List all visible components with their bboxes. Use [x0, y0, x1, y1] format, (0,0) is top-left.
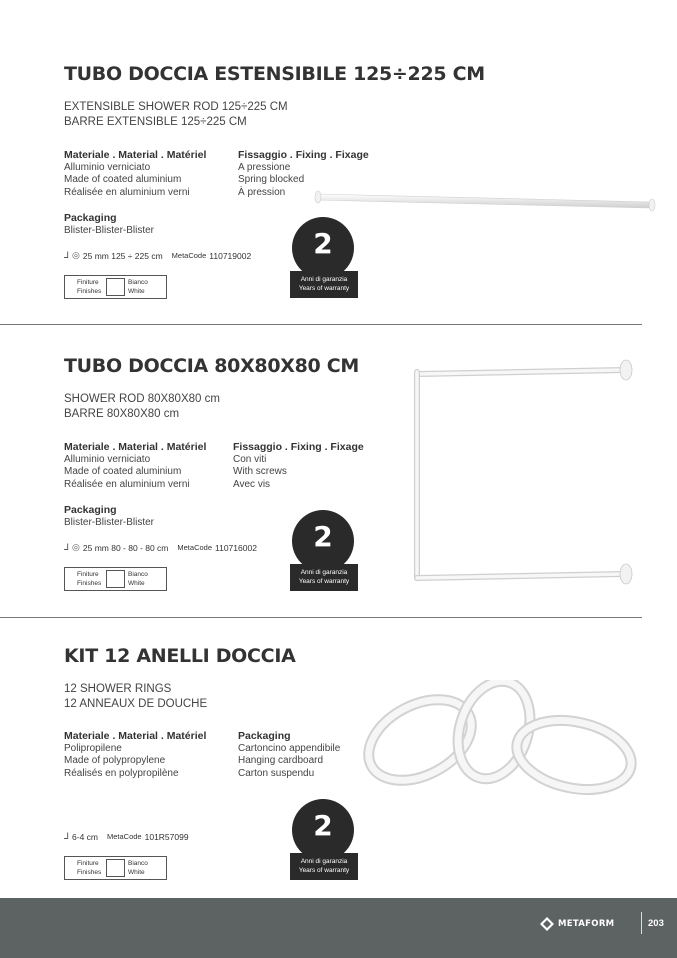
material-block — [64, 149, 206, 199]
metacode-value: 101R57099 — [144, 831, 189, 842]
warranty-badge — [290, 510, 358, 590]
warranty-line-en: Years of warranty — [298, 285, 350, 292]
subtitle-fr: BARRE EXTENSIBLE 125÷225 CM — [64, 116, 247, 128]
finish-label-en: Finishes — [77, 869, 102, 876]
packaging-value: Blister-Blister-Blister — [64, 516, 155, 528]
packaging-heading: Packaging — [64, 212, 117, 224]
finish-label-it: Finiture — [77, 860, 99, 867]
product-title: KIT 12 ANELLI DOCCIA — [64, 645, 296, 667]
finish-value — [128, 278, 148, 296]
product-subtitle — [64, 392, 220, 422]
subtitle-fr: BARRE 80X80X80 cm — [64, 408, 180, 420]
brand-diamond-icon — [540, 917, 554, 931]
warranty-line-en: Years of warranty — [298, 867, 350, 874]
finish-box — [64, 567, 167, 591]
finish-value — [128, 570, 148, 588]
packaging-value: Blister-Blister-Blister — [64, 224, 155, 236]
product-subtitle — [64, 682, 207, 712]
spec-line — [64, 831, 189, 842]
material-heading: Materiale . Material . Matériel — [64, 730, 207, 742]
fixing-line: Avec vis — [233, 478, 271, 490]
packaging-block — [64, 504, 154, 529]
finish-value-en: White — [128, 580, 145, 587]
fixing-line: Spring blocked — [238, 174, 305, 185]
warranty-label — [290, 853, 358, 880]
finish-value — [128, 859, 148, 877]
page-number: 203 — [648, 918, 664, 929]
finish-swatch — [106, 570, 125, 588]
material-block — [64, 441, 206, 491]
warranty-years: 2 — [313, 520, 333, 553]
finish-value-en: White — [128, 288, 145, 295]
warranty-years: 2 — [313, 809, 333, 842]
spec-line — [64, 542, 257, 553]
brand-name: METAFORM — [558, 919, 615, 929]
shower-rings-image — [362, 680, 642, 800]
material-heading: Materiale . Material . Matériel — [64, 149, 207, 161]
finish-label — [77, 570, 101, 588]
finish-label-en: Finishes — [77, 580, 102, 587]
dimension-icon: ⅃ — [64, 542, 70, 552]
warranty-years: 2 — [313, 227, 333, 260]
finish-box — [64, 275, 167, 299]
finish-value-it: Bianco — [128, 279, 148, 286]
fixing-line: Con viti — [233, 453, 267, 465]
spec-line — [64, 250, 251, 261]
diameter-icon: ◎ — [72, 542, 80, 552]
finish-value-it: Bianco — [128, 860, 148, 867]
dimension-icon: ⅃ — [64, 250, 70, 260]
metacode-label: MetaCode — [177, 543, 212, 552]
warranty-label — [290, 564, 358, 591]
brand-logo — [540, 917, 614, 931]
finish-label-en: Finishes — [77, 288, 102, 295]
warranty-line-it: Anni di garanzia — [300, 276, 348, 283]
fixing-block — [233, 441, 364, 491]
material-line: Réalisée en aluminium verni — [64, 478, 190, 490]
subtitle-en: SHOWER ROD 80X80X80 cm — [64, 393, 220, 405]
dimension-icon: ⅃ — [64, 831, 70, 841]
material-line: Made of coated aluminium — [64, 174, 182, 185]
warranty-line-en: Years of warranty — [298, 578, 350, 585]
warranty-badge — [290, 217, 358, 297]
spec-value: 25 mm 80 - 80 - 80 cm — [82, 542, 169, 553]
finish-label — [77, 278, 101, 296]
material-line: Made of polypropylene — [64, 755, 166, 766]
material-line: Polipropilene — [64, 742, 122, 754]
product-subtitle — [64, 100, 288, 130]
product-title: TUBO DOCCIA 80X80X80 CM — [64, 355, 360, 377]
warranty-line-it: Anni di garanzia — [300, 858, 348, 865]
metacode-value: 110719002 — [209, 250, 252, 261]
finish-label-it: Finiture — [77, 571, 99, 578]
packaging-heading: Packaging — [64, 504, 117, 516]
diameter-icon: ◎ — [72, 250, 80, 260]
finish-value-it: Bianco — [128, 571, 148, 578]
finish-value-en: White — [128, 869, 145, 876]
fixing-heading: Fissaggio . Fixing . Fixage — [233, 441, 364, 453]
material-line: Réalisée en aluminium verni — [64, 186, 190, 198]
warranty-line-it: Anni di garanzia — [300, 569, 348, 576]
warranty-label — [290, 271, 358, 298]
material-line: Réalisés en polypropilène — [64, 767, 179, 779]
finish-label — [77, 859, 101, 877]
subtitle-fr: 12 ANNEAUX DE DOUCHE — [64, 698, 208, 710]
metacode-value: 110716002 — [215, 542, 257, 553]
packaging-line: Cartoncino appendibile — [238, 742, 341, 754]
fixing-line: With screws — [233, 466, 287, 477]
warranty-badge — [290, 799, 358, 879]
page-footer — [0, 898, 677, 958]
spec-value: 6-4 cm — [72, 831, 98, 842]
fixing-line: À pression — [238, 186, 286, 198]
corner-rod-image — [405, 358, 645, 586]
section-divider — [0, 324, 642, 325]
material-heading: Materiale . Material . Matériel — [64, 441, 207, 453]
packaging-heading: Packaging — [238, 730, 291, 742]
packaging-block — [64, 212, 154, 237]
finish-swatch — [106, 278, 125, 296]
fixing-line: A pressione — [238, 161, 291, 173]
subtitle-en: 12 SHOWER RINGS — [64, 683, 172, 695]
material-block — [64, 730, 206, 780]
finish-box — [64, 856, 167, 880]
material-line: Made of coated aluminium — [64, 466, 182, 477]
footer-separator — [641, 912, 642, 934]
subtitle-en: EXTENSIBLE SHOWER ROD 125÷225 CM — [64, 101, 288, 113]
metacode-label: MetaCode — [171, 251, 207, 260]
material-line: Alluminio verniciato — [64, 453, 151, 465]
extensible-rod-image — [310, 188, 660, 218]
spec-value: 25 mm 125 ÷ 225 cm — [82, 250, 163, 261]
material-line: Alluminio verniciato — [64, 161, 151, 173]
metacode-label: MetaCode — [107, 832, 142, 841]
packaging-line: Hanging cardboard — [238, 755, 324, 766]
packaging-block — [238, 730, 340, 780]
fixing-heading: Fissaggio . Fixing . Fixage — [238, 149, 369, 161]
finish-swatch — [106, 859, 125, 877]
packaging-line: Carton suspendu — [238, 767, 315, 779]
product-title: TUBO DOCCIA ESTENSIBILE 125÷225 CM — [64, 63, 485, 85]
finish-label-it: Finiture — [77, 279, 99, 286]
section-divider — [0, 617, 642, 618]
